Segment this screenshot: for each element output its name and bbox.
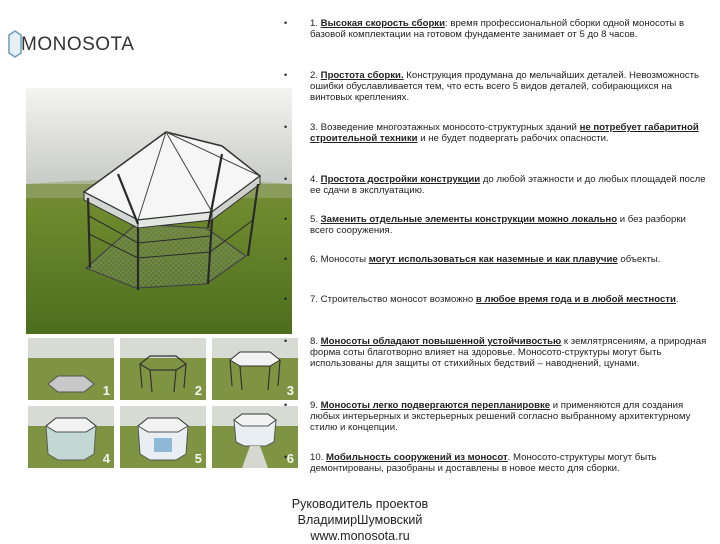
list-item-number: 8. (310, 336, 321, 347)
emphasis-text: Моносоты легко подвергаются перепланировке (320, 400, 551, 411)
footer-contact (260, 496, 460, 544)
thumbnail-number: 2 (194, 383, 202, 398)
body-text: Строительство моносот возможно (320, 294, 476, 305)
body-text: до любой этажности и до любых площадей после ее сдачи в эксплуатацию. (310, 174, 706, 196)
list-item-text (310, 70, 710, 103)
body-text: и не будет подвергать рабочих опасности. (417, 133, 609, 144)
bullet-icon: • (284, 294, 288, 304)
thumbnail-number: 6 (286, 451, 294, 466)
footer-role: Руководитель проектов (291, 497, 429, 511)
thumbnail-1 (28, 338, 114, 400)
hero-pavilion-image (26, 88, 292, 334)
bullet-icon: • (284, 70, 288, 80)
thumbnail-number: 5 (194, 451, 202, 466)
list-item-number: 10. (310, 452, 327, 463)
body-text: и применяются для создания любых интерьерных и экстерьерных решений согласно выбранному архитектурному стилю и концепции. (310, 400, 691, 433)
bullet-icon: • (284, 214, 288, 224)
footer-name: ВладимирШумовский (297, 513, 423, 527)
list-item-text (310, 294, 710, 305)
logo-hexagon-icon (8, 30, 22, 58)
emphasis-text: Моносоты обладают повышенной устойчивостью (320, 336, 562, 347)
thumbnail-grid (28, 338, 306, 472)
body-text: объекты. (617, 254, 661, 265)
emphasis-text: в любое время года и в любой местности (475, 294, 676, 305)
logo (8, 28, 135, 64)
footer-website-link[interactable]: www.monosota.ru (310, 529, 410, 543)
body-text: Возведение многоэтажных моносото-структурных зданий (320, 122, 580, 133)
bullet-icon: • (284, 254, 288, 264)
thumbnail-4 (28, 406, 114, 468)
list-item-text (310, 214, 710, 236)
list-item-text (310, 400, 710, 433)
thumbnail-number: 3 (286, 383, 294, 398)
emphasis-text: Высокая скорость сборки (320, 18, 446, 29)
list-item-number: 3. (310, 122, 321, 133)
list-item-number: 5. (310, 214, 321, 225)
body-text: . (675, 294, 679, 305)
bullet-icon: • (284, 336, 288, 346)
list-item-text (310, 18, 710, 40)
body-text: и без разборки всего сооружения. (310, 214, 686, 236)
thumbnail-5 (120, 406, 206, 468)
emphasis-text: могут использоваться как наземные и как плавучие (368, 254, 618, 265)
body-text: . Моносото-структуры могут быть демонтированы, разобраны и доставлены в новое место для сборки. (310, 452, 657, 474)
list-item-number: 1. (310, 18, 321, 29)
logo-text: MONOSOTA (21, 34, 135, 55)
list-item-number: 2. (310, 70, 321, 81)
list-item-text (310, 174, 710, 196)
emphasis-text: Простота достройки конструкции (320, 174, 481, 185)
body-text: Конструкция продумана до мельчайших деталей. Невозможность ошибки обуславливается тем, что есть всего 5 видов деталей, собирающихся на винтовых креплениях. (310, 70, 699, 103)
bullet-icon: • (284, 452, 288, 462)
emphasis-text: не потребует габаритной строительной техники (310, 122, 699, 144)
list-item-number: 4. (310, 174, 321, 185)
list-item-text (310, 122, 710, 144)
bullet-icon: • (284, 122, 288, 132)
emphasis-text: Простота сборки. (320, 70, 404, 81)
bullet-icon: • (284, 18, 288, 28)
list-item-number: 7. (310, 294, 321, 305)
emphasis-text: Заменить отдельные элементы конструкции можно локально (320, 214, 618, 225)
list-item-number: 6. (310, 254, 321, 265)
list-item-text (310, 254, 710, 265)
bullet-icon: • (284, 174, 288, 184)
bullet-icon: • (284, 400, 288, 410)
list-item-number: 9. (310, 400, 321, 411)
thumbnail-number: 1 (102, 383, 110, 398)
list-item-text (310, 336, 710, 369)
body-text: : время профессиональной сборки одной моносоты в базовой комплектации на готовом фундаменте занимает от 5 до 8 часов. (310, 18, 685, 40)
list-item-text (310, 452, 710, 474)
thumbnail-number: 4 (102, 451, 110, 466)
thumbnail-3 (212, 338, 298, 400)
body-text: к землятрясениям, а природная форма соты благотворно влияет на здоровье. Моносото-структуры могут быть использованы для защиты от стихийных бедствий – наводнений, цунами. (310, 336, 707, 369)
thumbnail-2 (120, 338, 206, 400)
emphasis-text: Мобильность сооружений из моносот (326, 452, 508, 463)
body-text: Моносоты (320, 254, 369, 265)
